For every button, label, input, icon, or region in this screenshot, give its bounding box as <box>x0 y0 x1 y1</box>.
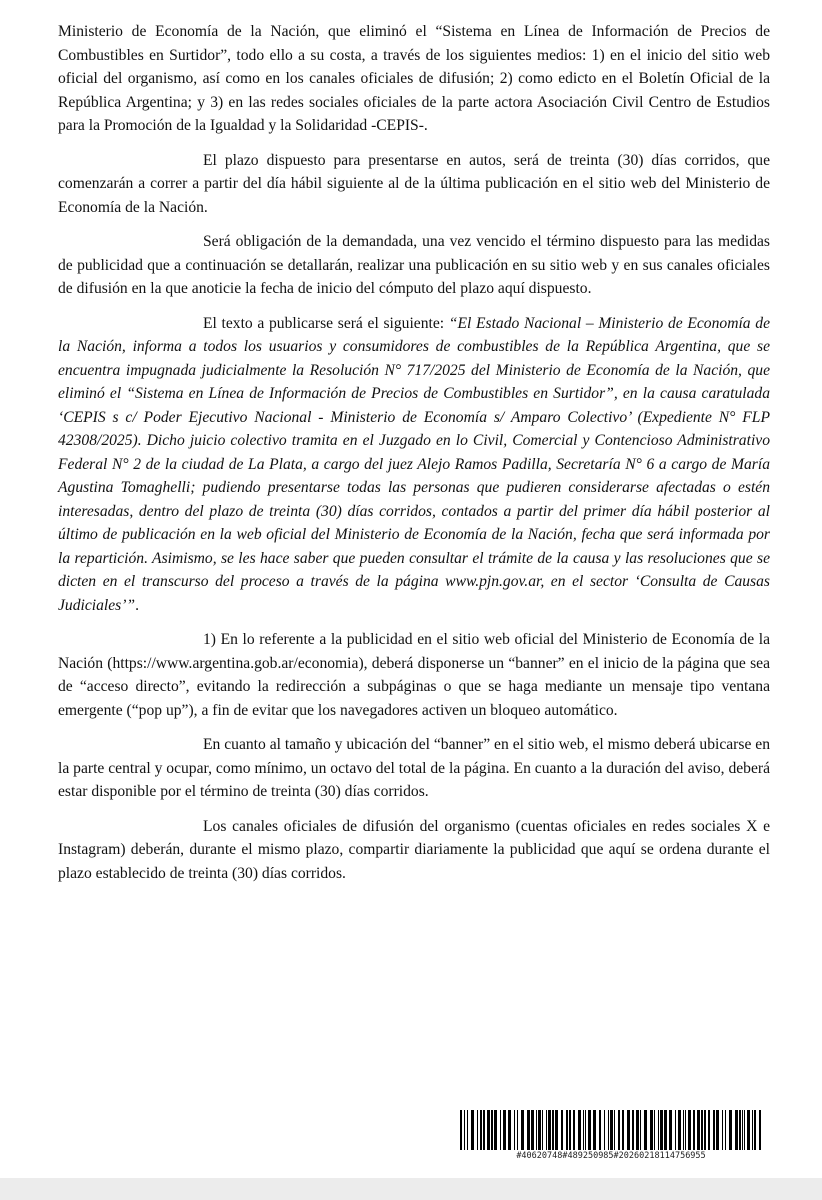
barcode <box>458 1110 764 1162</box>
barcode-bar <box>669 1110 672 1150</box>
barcode-bar <box>759 1110 761 1150</box>
barcode-bar <box>716 1110 719 1150</box>
paragraph-text: Será obligación de la demandada, una vez vencido el término dispuesto para las medidas de publicidad que a continuación se detallarán, realizar una publicación en su sitio web y en sus canales oficiales de difusión en la que anoticie la fecha de inicio del cómputo del plazo aquí dispuesto. <box>58 233 770 297</box>
paragraph <box>58 312 770 618</box>
barcode-bar <box>744 1110 745 1150</box>
paragraph-text: 1) En lo referente a la publicidad en el sitio web oficial del Ministerio de Economía de la Nación (https://www.argentina.gob.ar/economia), deberá disponerse un “banner” en el inicio de la página que sea de “acceso directo”, evitando la redirección a subpáginas o que se haga mediante un mensaje tipo ventana emergente (“pop up”), a fin de evitar que los navegadores activen un bloqueo automático. <box>58 631 770 719</box>
barcode-bar <box>573 1110 575 1150</box>
barcode-bars <box>458 1110 764 1150</box>
barcode-bar <box>477 1110 478 1150</box>
paragraph <box>58 230 770 301</box>
barcode-bar <box>644 1110 647 1150</box>
barcode-bar <box>650 1110 653 1150</box>
barcode-bar <box>735 1110 738 1150</box>
barcode-bar <box>552 1110 554 1150</box>
barcode-bar <box>471 1110 474 1150</box>
barcode-bar <box>688 1110 691 1150</box>
bottom-bar <box>0 1178 822 1200</box>
barcode-bar <box>742 1110 743 1150</box>
barcode-bar <box>467 1110 468 1150</box>
barcode-bar <box>514 1110 515 1150</box>
barcode-bar <box>632 1110 634 1150</box>
barcode-bar <box>583 1110 584 1150</box>
barcode-bar <box>658 1110 659 1150</box>
barcode-bar <box>678 1110 681 1150</box>
barcode-bar <box>729 1110 732 1150</box>
barcode-bar <box>548 1110 551 1150</box>
barcode-bar <box>542 1110 543 1150</box>
barcode-bar <box>546 1110 547 1150</box>
barcode-bar <box>747 1110 750 1150</box>
barcode-bar <box>713 1110 715 1150</box>
barcode-bar <box>675 1110 676 1150</box>
paragraph <box>58 20 770 138</box>
barcode-bar <box>627 1110 630 1150</box>
barcode-bar <box>654 1110 655 1150</box>
barcode-bar <box>538 1110 541 1150</box>
barcode-bar <box>636 1110 639 1150</box>
barcode-bar <box>599 1110 601 1150</box>
barcode-bar <box>536 1110 537 1150</box>
barcode-bar <box>517 1110 518 1150</box>
barcode-bar <box>622 1110 624 1150</box>
barcode-bar <box>683 1110 684 1150</box>
paragraph <box>58 733 770 804</box>
barcode-bar <box>578 1110 581 1150</box>
barcode-bar <box>585 1110 586 1150</box>
barcode-bar <box>754 1110 756 1150</box>
document-body <box>58 20 770 896</box>
paragraph-text: El plazo dispuesto para presentarse en autos, será de treinta (30) días corridos, que comenzarán a correr a partir del día hábil siguiente al de la última publicación en el sitio web del Ministerio de Economía de la Nación. <box>58 151 770 216</box>
barcode-bar <box>593 1110 596 1150</box>
barcode-bar <box>725 1110 726 1150</box>
paragraph-text: En cuanto al tamaño y ubicación del “banner” en el sitio web, el mismo deberá ubicarse en la parte central y ocupar, como mínimo, un octavo del total de la página. En cuanto a la duración del aviso, deberá estar disponible por el término de treinta (30) días corridos. <box>58 736 770 800</box>
barcode-bar <box>588 1110 591 1150</box>
barcode-bar <box>660 1110 663 1150</box>
barcode-bar <box>722 1110 723 1150</box>
barcode-bar <box>701 1110 703 1150</box>
paragraph <box>58 149 770 220</box>
barcode-bar <box>739 1110 741 1150</box>
paragraph-text: El texto a publicarse será el siguiente: <box>203 314 449 332</box>
barcode-bar <box>508 1110 511 1150</box>
barcode-bar <box>618 1110 620 1150</box>
paragraph-text: Ministerio de Economía de la Nación, que eliminó el “Sistema en Línea de Información de Precios de Combustibles en Surtidor”, todo ello a su costa, a través de los siguientes medios: 1) en el inicio del sitio web oficial del organismo, así como en los canales oficiales de difusión; 2) como edicto en el Boletín Oficial de la República Argentina; y 3) en las redes sociales oficiales de la parte actora Asociación Civil Centro de Estudios para la Promoción de la Igualdad y la Solidaridad -CEPIS-. <box>58 23 770 134</box>
paragraph-text: Los canales oficiales de difusión del organismo (cuentas oficiales en redes sociales X e Instagram) deberán, durante el mismo plazo, compartir diariamente la publicidad que aquí se ordena durante el plazo establecido de treinta (30) días corridos. <box>58 817 770 882</box>
barcode-bar <box>697 1110 700 1150</box>
barcode-bar <box>500 1110 501 1150</box>
barcode-bar <box>704 1110 706 1150</box>
barcode-bar <box>608 1110 609 1150</box>
barcode-bar <box>614 1110 615 1150</box>
barcode-bar <box>569 1110 571 1150</box>
barcode-bar <box>640 1110 641 1150</box>
barcode-bar <box>561 1110 563 1150</box>
barcode-bar <box>604 1110 605 1150</box>
barcode-bar <box>566 1110 568 1150</box>
barcode-bar <box>521 1110 524 1150</box>
barcode-bar <box>664 1110 667 1150</box>
barcode-number: #40620748#489250985#20260218114756955 <box>458 1150 764 1162</box>
barcode-bar <box>464 1110 465 1150</box>
barcode-bar <box>491 1110 493 1150</box>
barcode-bar <box>487 1110 490 1150</box>
barcode-bar <box>480 1110 482 1150</box>
paragraph-text: . <box>135 596 139 614</box>
barcode-bar <box>503 1110 506 1150</box>
barcode-bar <box>483 1110 485 1150</box>
barcode-bar <box>531 1110 534 1150</box>
paragraph <box>58 628 770 722</box>
barcode-bar <box>610 1110 613 1150</box>
barcode-bar <box>685 1110 686 1150</box>
barcode-bar <box>460 1110 462 1150</box>
barcode-bar <box>693 1110 695 1150</box>
quoted-text: “El Estado Nacional – Ministerio de Economía de la Nación, informa a todos los usuarios y consumidores de combustibles de la República Argentina, que se encuentra impugnada judicialmente la Resolución N° 717/2025 del Ministerio de Economía de la Nación, que eliminó el “Sistema en Línea de Información de Precios de Combustibles en Surtidor”, en la causa caratulada ‘CEPIS s c/ Poder Ejecutivo Nacional - Ministerio de Economía s/ Amparo Colectivo’ (Expediente N° FLP 42308/2025). Dicho juicio colectivo tramita en el Juzgado en lo Civil, Comercial y Contencioso Administrativo Federal N° 2 de la ciudad de La Plata, a cargo del juez Alejo Ramos Padilla, Secretaría N° 6 a cargo de María Agustina Tomaghelli; pudiendo presentarse todas las personas que pudieren considerarse afectadas o estén interesadas, dentro del plazo de treinta (30) días corridos, contados a partir del primer día hábil posterior al último de publicación en la web oficial del Ministerio de Economía de la Nación, fecha que será informada por la repartición. Asimismo, se les hace saber que pueden consultar el trámite de la causa y las resoluciones que se dicten en el transcurso del proceso a través de la página www.pjn.gov.ar, en el sector ‘Consulta de Causas Judiciales’” <box>58 314 770 614</box>
barcode-bar <box>555 1110 558 1150</box>
paragraph <box>58 815 770 886</box>
barcode-bar <box>752 1110 753 1150</box>
barcode-bar <box>494 1110 497 1150</box>
barcode-bar <box>527 1110 530 1150</box>
barcode-bar <box>708 1110 710 1150</box>
